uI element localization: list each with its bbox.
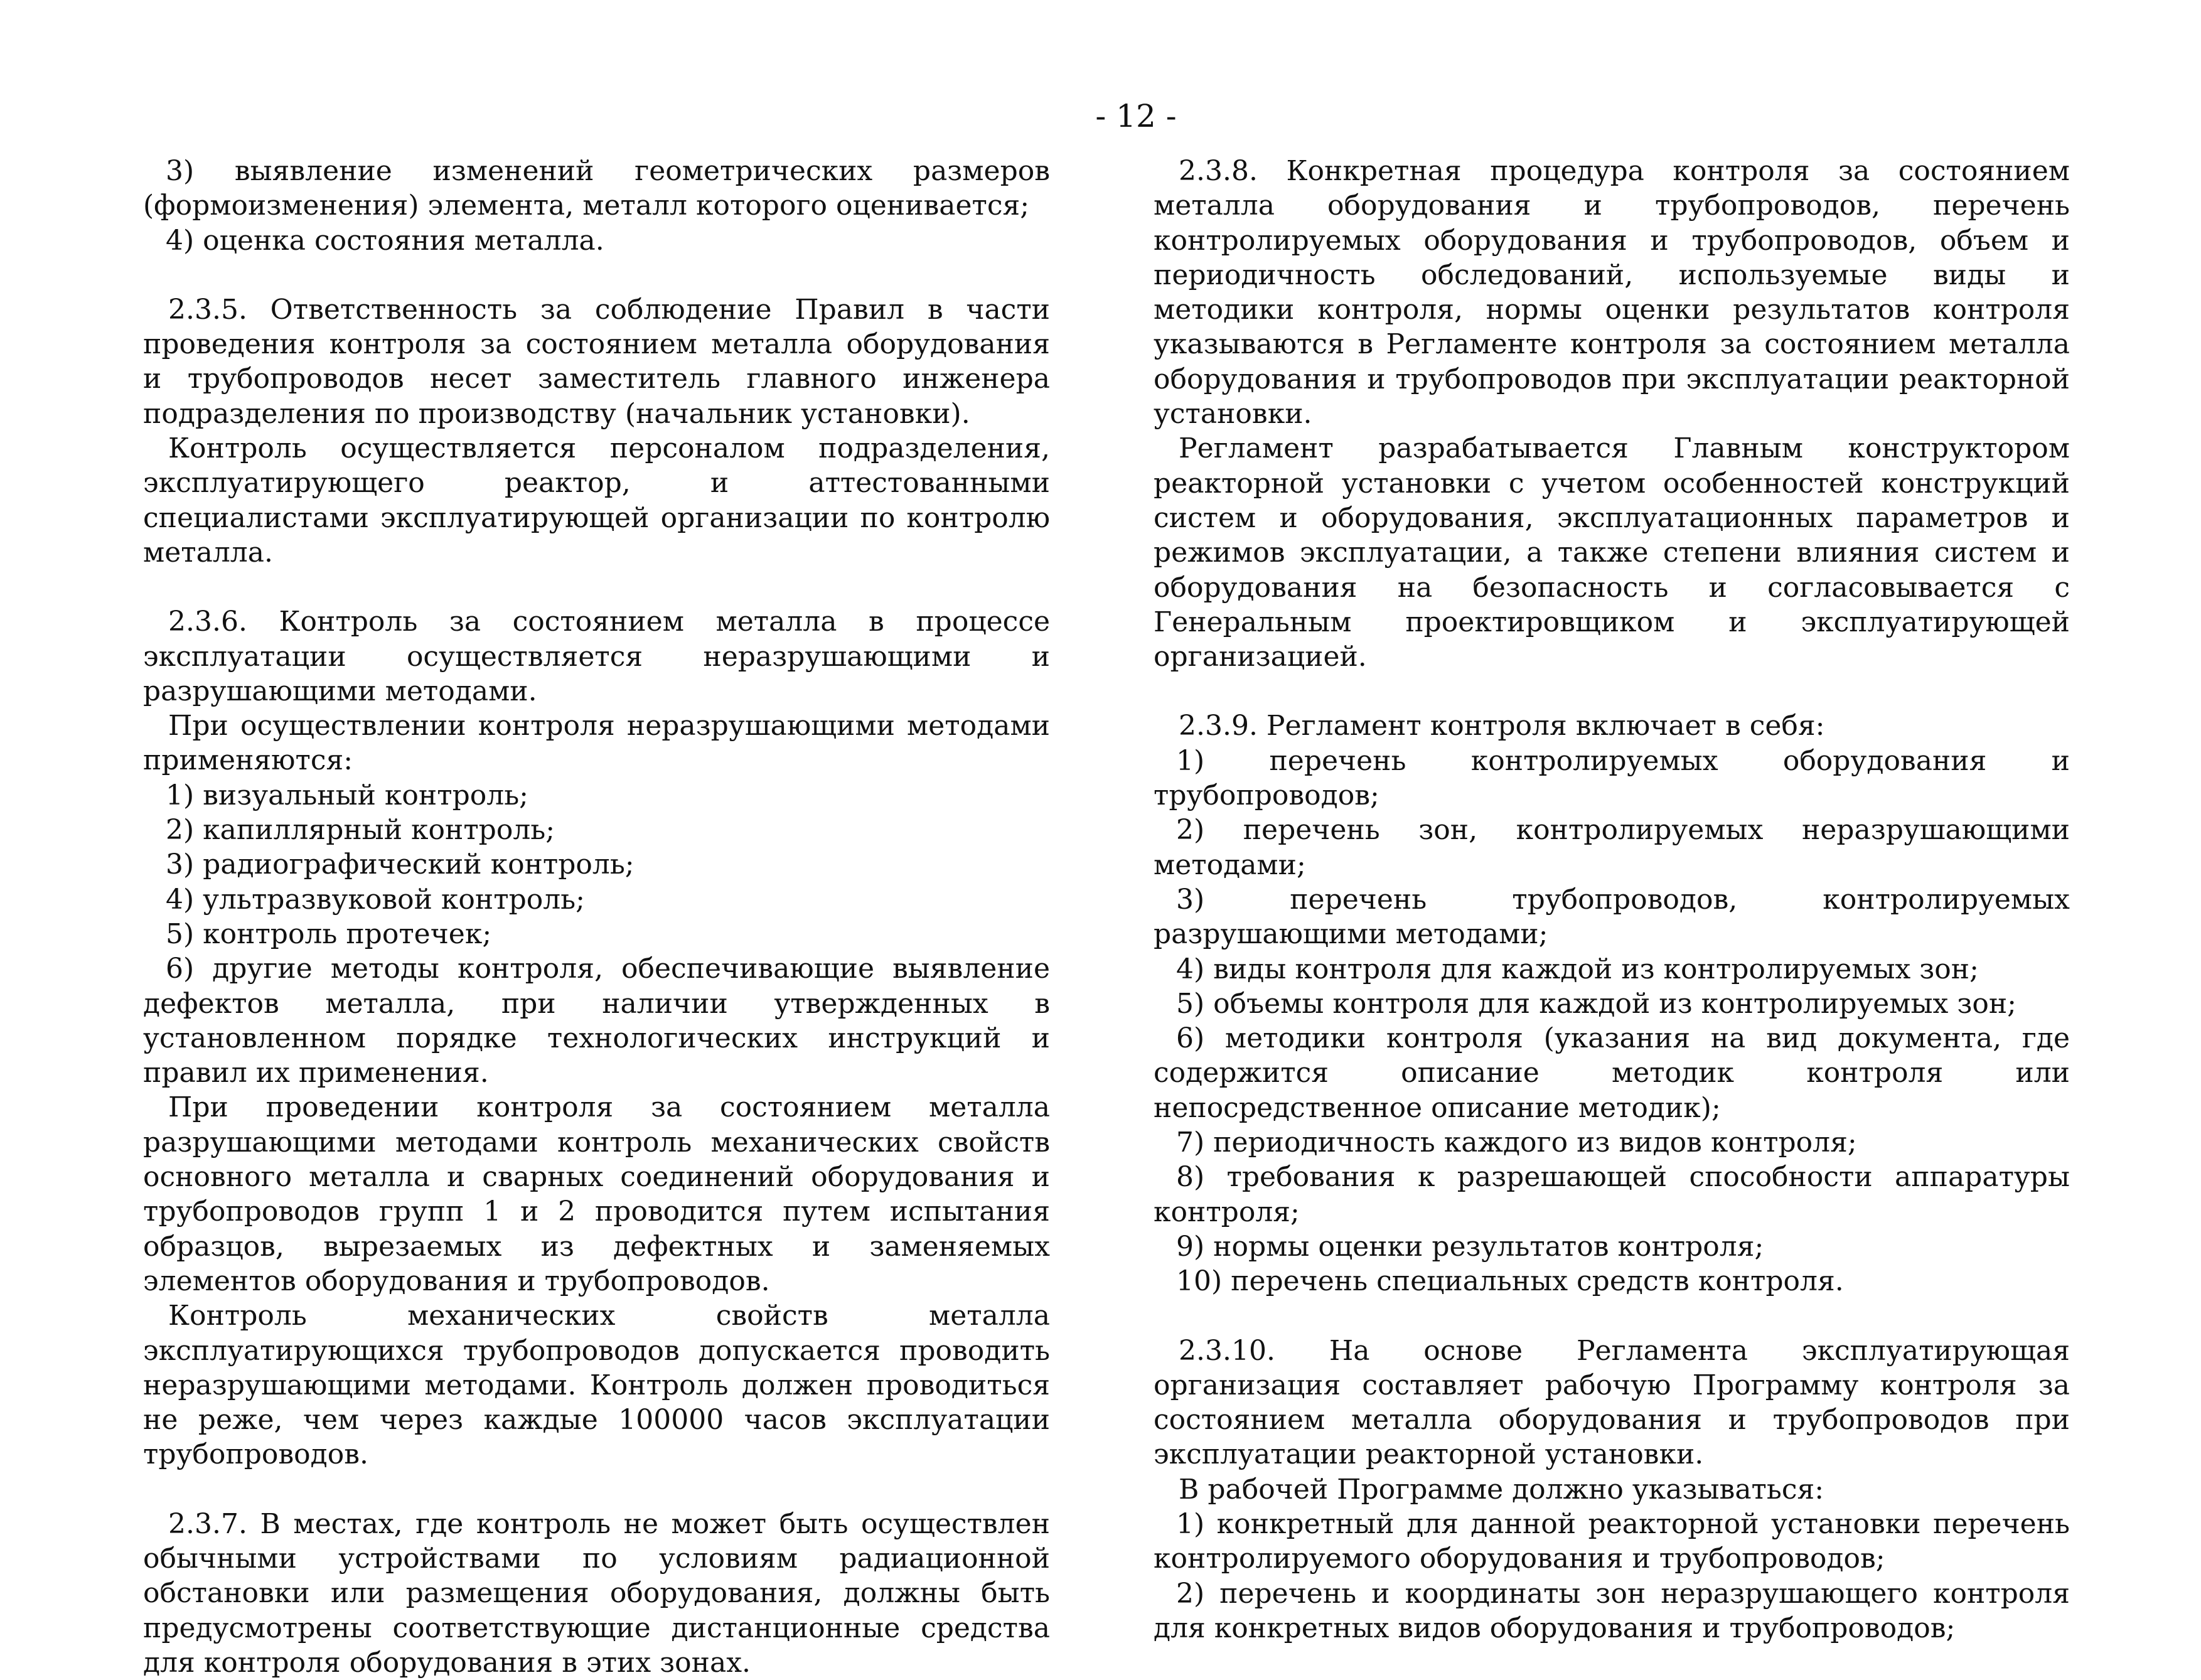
list-item: 2) перечень и координаты зон неразрушающего контроля для конкретных видов оборудования и трубопроводов; (1154, 1577, 2070, 1644)
paragraph: При осуществлении контроля неразрушающими методами применяются: (143, 710, 1050, 777)
paragraph-gap (143, 1472, 1050, 1507)
list-item: 7) периодичность каждого из видов контроля; (1176, 1126, 1857, 1159)
paragraph-gap (143, 258, 1050, 292)
paragraph: В рабочей Программе должно указываться: (1179, 1473, 1824, 1506)
list-item: 4) оценка состояния металла. (166, 224, 604, 257)
paragraph: 2.3.5. Ответственность за соблюдение Правил в части проведения контроля за состоянием металла оборудования и трубопроводов несет заместитель главного инженера подразделения по производству (начальник установки). (143, 293, 1050, 430)
paragraph: 2.3.7. В местах, где контроль не может быть осуществлен обычными устройствами по условиям радиационной обстановки или размещения оборудования, должны быть предусмотрены соответствующие дистанционные средства для контроля оборудования в этих зонах. (143, 1507, 1050, 1679)
list-item: 10) перечень специальных средств контроля. (1176, 1265, 1844, 1298)
paragraph-gap (1154, 1299, 2070, 1334)
paragraph: При проведении контроля за состоянием металла разрушающими методами контроль механических свойств основного металла и сварных соединений оборудования и трубопроводов групп 1 и 2 проводится путем испытания образцов, вырезаемых из дефектных и заменяемых элементов оборудования и трубопроводов. (143, 1091, 1050, 1297)
list-item: 1) перечень контролируемых оборудования и трубопроводов; (1154, 744, 2070, 812)
list-item: 1) конкретный для данной реакторной установки перечень контролируемого оборудования и трубопроводов; (1154, 1507, 2070, 1575)
paragraph: 2.3.9. Регламент контроля включает в себя: (1179, 710, 1825, 742)
list-item: 4) виды контроля для каждой из контролируемых зон; (1176, 953, 1979, 985)
list-item: 3) выявление изменений геометрических размеров (формоизменения) элемента, металл которого оценивается; (143, 155, 1050, 222)
list-item: 2) капиллярный контроль; (166, 814, 555, 847)
right-column (1154, 154, 2070, 1645)
left-column (143, 154, 1050, 1680)
paragraph: 2.3.6. Контроль за состоянием металла в процессе эксплуатации осуществляется неразрушающими и разрушающими методами. (143, 606, 1050, 707)
paragraph: Регламент разрабатывается Главным конструктором реакторной установки с учетом особенностей конструкций систем и оборудования, эксплуатационных параметров и режимов эксплуатации, а также степени влияния систем и оборудования на безопасность и согласовывается с Генеральным проектировщиком и эксплуатирующей организацией. (1154, 432, 2070, 673)
list-item: 4) ультразвуковой контроль; (166, 883, 585, 916)
paragraph-gap (1154, 674, 2070, 709)
page-number: - 12 - (1095, 98, 1177, 134)
paragraph: Контроль осуществляется персоналом подразделения, эксплуатирующего реактор, и аттестованными специалистами эксплуатирующей организации по контролю металла. (143, 432, 1050, 569)
list-item: 8) требования к разрешающей способности аппаратуры контроля; (1154, 1161, 2070, 1228)
list-item: 2) перечень зон, контролируемых неразрушающими методами; (1154, 814, 2070, 881)
list-item: 3) перечень трубопроводов, контролируемых разрушающими методами; (1154, 883, 2070, 951)
list-item: 3) радиографический контроль; (166, 848, 635, 881)
list-item: 1) визуальный контроль; (166, 779, 528, 811)
paragraph-gap (143, 570, 1050, 604)
paragraph: 2.3.8. Конкретная процедура контроля за состоянием металла оборудования и трубопроводов, перечень контролируемых оборудования и трубопроводов, объем и периодичность обследований, используемые виды и методики контроля, нормы оценки результатов контроля указываются в Регламенте контроля за состоянием металла оборудования и трубопроводов при эксплуатации реакторной установки. (1154, 155, 2070, 431)
paragraph: 2.3.10. На основе Регламента эксплуатирующая организация составляет рабочую Программу контроля за состоянием металла оборудования и трубопроводов при эксплуатации реакторной установки. (1154, 1334, 2070, 1471)
list-item: 5) контроль протечек; (166, 918, 492, 950)
list-item: 5) объемы контроля для каждой из контролируемых зон; (1176, 987, 2016, 1020)
paragraph: Контроль механических свойств металла эксплуатирующихся трубопроводов допускается проводить неразрушающими методами. Контроль должен проводиться не реже, чем через каждые 100000 часов эксплуатации трубопроводов. (143, 1300, 1050, 1471)
list-item: 9) нормы оценки результатов контроля; (1176, 1230, 1764, 1263)
list-item: 6) методики контроля (указания на вид документа, где содержится описание методик контроля или непосредственное описание методик); (1154, 1022, 2070, 1124)
list-item: 6) другие методы контроля, обеспечивающие выявление дефектов металла, при наличии утвержденных в установленном порядке технологических инструкций и правил их применения. (143, 953, 1050, 1089)
